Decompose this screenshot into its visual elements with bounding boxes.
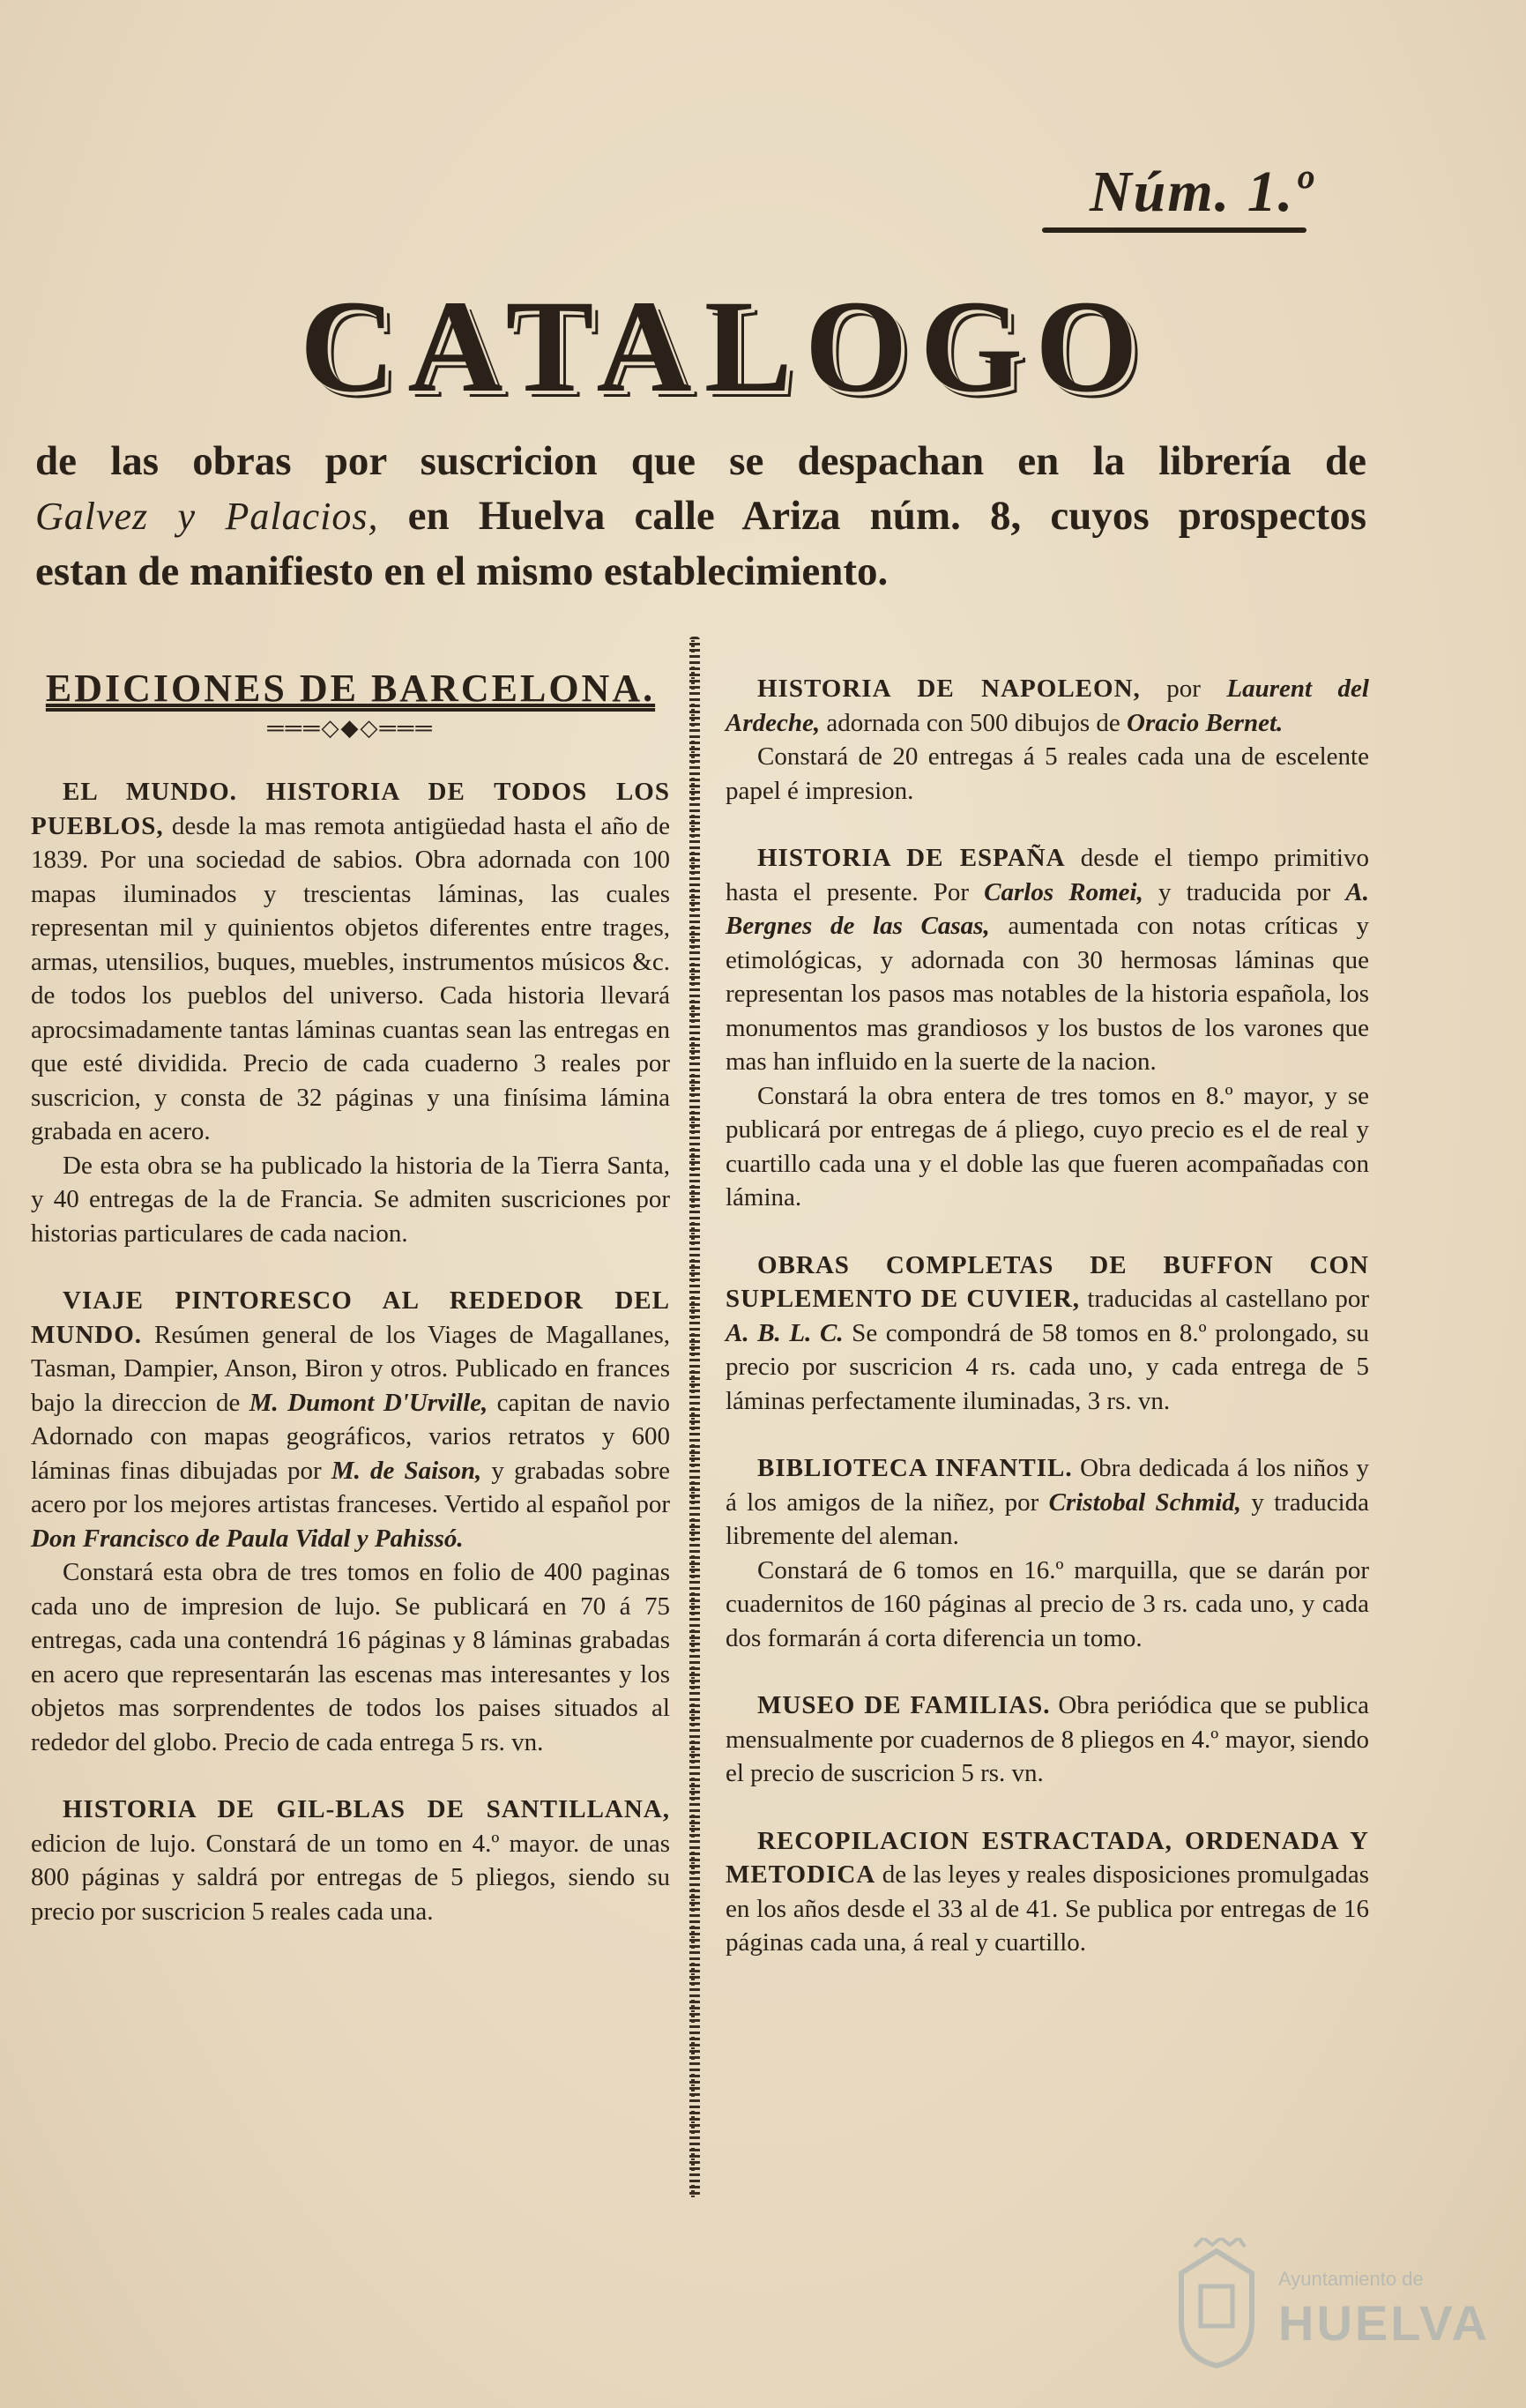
catalog-entry	[726, 1249, 1369, 1419]
ornament-divider: ═══◇◆◇═══	[267, 714, 434, 741]
catalog-entry	[726, 1689, 1369, 1791]
catalog-entry	[31, 775, 670, 1250]
entry-title: HISTORIA DE GIL-BLAS DE SANTILLANA,	[63, 1795, 670, 1823]
entry-text: desde la mas remota antigüedad hasta el año de 1839. Por una sociedad de sabios. Obra adornada con 100 mapas iluminados y trescientas láminas, las cuales representan mil y quinientos objetos diferentes entre trages, armas, utensilios, buques, muebles, instrumentos músicos &c. de todos los pueblos del universo. Cada historia llevará aprocsimadamente tantas láminas cuantas sean las entregas en que esté dividida. Precio de cada cuaderno 3 reales por suscricion, y consta de 32 páginas y una finísima lámina grabada en acero.	[31, 811, 670, 1145]
entry-author: A. B. L. C.	[726, 1318, 844, 1347]
catalog-entry	[726, 841, 1369, 1215]
entry-author: Carlos Romei,	[984, 877, 1143, 906]
entry-text: capitan de navio Adornado con mapas geográficos, varios retratos y 600 láminas finas dibujadas por	[31, 1388, 670, 1485]
intro-text	[35, 434, 1366, 599]
entry-author: M. Dumont D'Urville,	[249, 1388, 488, 1417]
entry-text: de las leyes y reales disposiciones promulgadas en los años desde el 33 al de 41. Se publica por entregas de 16 páginas cada una, á real y cuartillo.	[726, 1860, 1369, 1957]
issue-number: Núm. 1.º	[1090, 160, 1314, 224]
issue-number-underline	[1042, 227, 1306, 233]
coat-of-arms-icon	[1164, 2238, 1269, 2370]
entry-author: A. Bergnes de las Casas,	[726, 877, 1369, 940]
intro-line-2-rest: en Huelva calle Ariza núm. 8, cuyos prospectos	[407, 493, 1366, 539]
entry-text: Se compondrá de 58 tomos en 8.º prolongado, su precio por suscricion 4 rs. cada uno, y cada entrega de 5 láminas perfectamente iluminadas, 3 rs. vn.	[726, 1318, 1370, 1415]
catalog-entry	[31, 1284, 670, 1759]
entry-title: VIAJE PINTORESCO AL REDEDOR DEL MUNDO.	[31, 1286, 670, 1349]
catalog-entry	[726, 1451, 1369, 1655]
entry-text: Constará de 20 entregas á 5 reales cada una de escelente papel é impresion.	[726, 742, 1369, 805]
archive-watermark	[1155, 2231, 1507, 2381]
intro-line-3: estan de manifiesto en el mismo establecimiento.	[35, 548, 889, 594]
catalog-entry	[726, 672, 1369, 808]
page-title: CATALOGO	[300, 273, 1150, 420]
entry-title: OBRAS COMPLETAS DE BUFFON CON SUPLEMENTO DE CUVIER,	[726, 1250, 1369, 1313]
entry-title: HISTORIA DE NAPOLEON,	[757, 675, 1141, 703]
entry-text: aumentada con notas críticas y etimológicas, y adornada con 30 hermosas láminas que representan los pasos mas notables de la historia española, los monumentos mas grandiosos y los bustos de los varones que mas han influido en la suerte de la nacion.	[726, 912, 1369, 1076]
entry-title: EL MUNDO. HISTORIA DE TODOS LOS PUEBLOS,	[31, 778, 670, 840]
entry-title: RECOPILACION ESTRACTADA, ORDENADA Y METODICA	[726, 1826, 1369, 1889]
entry-author: Oracio Bernet.	[1127, 708, 1284, 737]
entry-author: Cristobal Schmid,	[1048, 1487, 1242, 1517]
watermark-label: Ayuntamiento de	[1278, 2268, 1424, 2290]
intro-line-1: de las obras por suscricion que se despachan en la librería de	[35, 438, 1366, 484]
entry-text: De esta obra se ha publicado la historia de la Tierra Santa, y 40 entregas de la de Francia. Se admiten suscriciones por historias particulares de cada nacion.	[31, 1151, 670, 1248]
entry-text: Constará esta obra de tres tomos en folio de 400 paginas cada uno de impresion de lujo. Se publicará en 70 á 75 entregas, cada una contendrá 16 páginas y 8 láminas grabadas en acero que representarán las escenas mas interesantes y los objetos mas sorprendentes de todos los paises situados al rededor del globo. Precio de cada entrega 5 rs. vn.	[31, 1558, 670, 1756]
intro-line-2	[35, 488, 1366, 544]
entry-text: por	[1140, 675, 1227, 703]
entry-text: y grabadas sobre acero por los mejores artistas franceses. Vertido al español por	[31, 1456, 670, 1518]
entry-text: y traducida por	[1143, 877, 1346, 906]
entry-text: edicion de lujo. Constará de un tomo en 4.º mayor. de unas 800 páginas y saldrá por entregas de 5 pliegos, siendo su precio por suscricion 5 reales cada una.	[31, 1829, 670, 1926]
entry-title: BIBLIOTECA INFANTIL.	[757, 1454, 1073, 1482]
entry-text: Constará la obra entera de tres tomos en 8.º mayor, y se publicará por entregas de á pliego, cuyo precio es el de real y cuartillo cada una y el doble las que fueren acompañadas con lámina.	[726, 1081, 1369, 1211]
entry-text: Obra periódica que se publica mensualmente por cuadernos de 8 pliegos en 4.º mayor, siendo el precio de suscricion 5 rs. vn.	[726, 1691, 1369, 1787]
entry-text: y traducida libremente del aleman.	[726, 1487, 1370, 1550]
watermark-city: HUELVA	[1278, 2295, 1490, 2351]
entry-text: Obra dedicada á los niños y á los amigos de la niñez, por	[726, 1454, 1370, 1517]
entry-author: M. de Saison,	[331, 1456, 482, 1485]
left-column	[31, 667, 670, 1962]
right-column	[726, 672, 1369, 1994]
entry-author: Don Francisco de Paula Vidal y Pahissó.	[31, 1524, 464, 1553]
catalog-entry	[726, 1824, 1369, 1960]
section-heading: EDICIONES DE BARCELONA.	[45, 667, 656, 710]
entry-text: traducidas al castellano por	[1080, 1285, 1369, 1313]
column-divider	[689, 637, 700, 2197]
entry-text: adornada con 500 dibujos de	[820, 708, 1128, 737]
entry-text: Constará de 6 tomos en 16.º marquilla, que se darán por cuadernitos de 160 páginas al precio de 3 rs. cada uno, y cada dos formarán á corta diferencia un tomo.	[726, 1555, 1369, 1652]
entry-title: HISTORIA DE ESPAÑA	[757, 844, 1066, 872]
catalog-entry	[31, 1793, 670, 1928]
entry-title: MUSEO DE FAMILIAS.	[757, 1691, 1051, 1719]
entry-text: desde el tiempo primitivo hasta el presente. Por	[726, 844, 1369, 906]
entry-author: Laurent del Ardeche,	[726, 675, 1369, 737]
publisher-signature: Galvez y Palacios,	[35, 495, 379, 538]
entry-text: Resúmen general de los Viages de Magallanes, Tasman, Dampier, Anson, Biron y otros. Publicado en frances bajo la direccion de	[31, 1320, 670, 1417]
